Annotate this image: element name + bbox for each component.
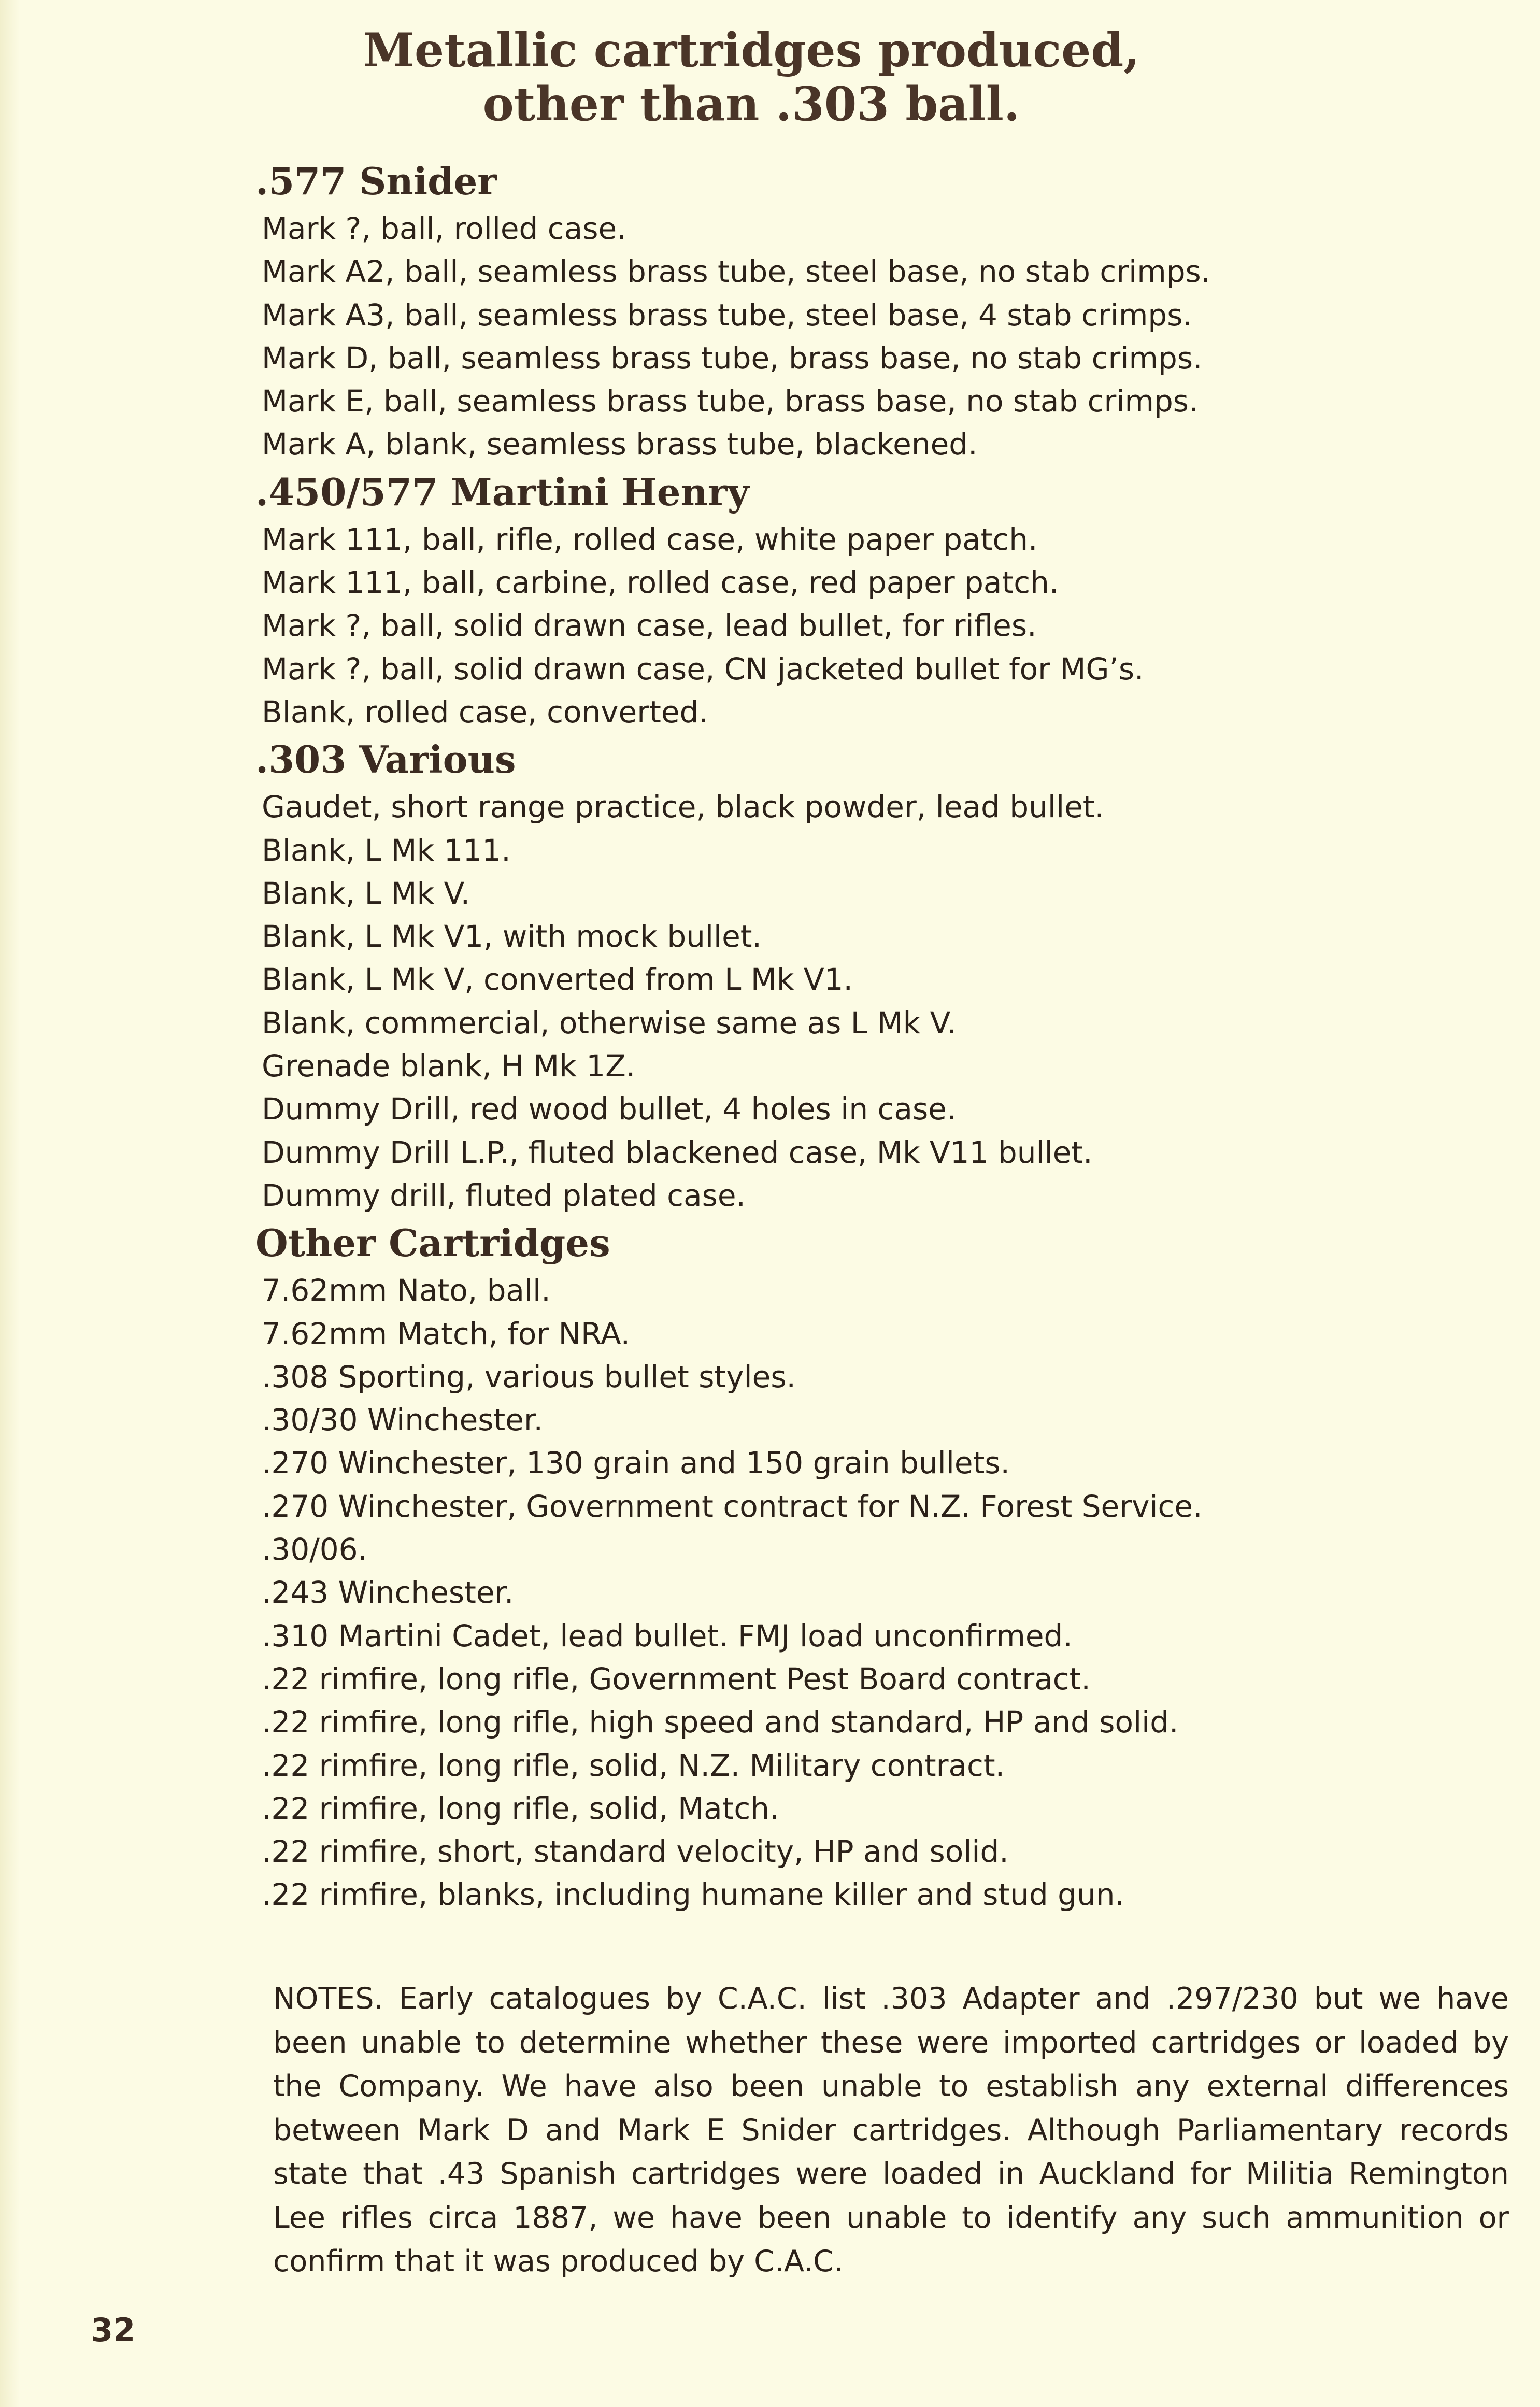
list-item: Mark A3, ball, seamless brass tube, steel base, 4 stab crimps. <box>262 297 1192 333</box>
list-item: .270 Winchester, Government contract for N.Z. Forest Service. <box>262 1488 1203 1524</box>
list-item: .30/30 Winchester. <box>262 1402 543 1438</box>
list-item: Blank, L Mk V, converted from L Mk V1. <box>262 962 853 998</box>
list-item: Blank, commercial, otherwise same as L Mk V. <box>262 1005 957 1041</box>
list-item: Mark A2, ball, seamless brass tube, steel base, no stab crimps. <box>262 254 1211 290</box>
page-title <box>259 23 1244 131</box>
section-heading: .450/577 Martini Henry <box>255 469 749 514</box>
section-heading: .303 Various <box>255 737 516 782</box>
list-item: .22 rimfire, blanks, including humane killer and stud gun. <box>262 1877 1124 1913</box>
page-edge-shadow <box>0 0 20 2407</box>
list-item: Dummy drill, fluted plated case. <box>262 1177 746 1213</box>
list-item: .310 Martini Cadet, lead bullet. FMJ load unconfirmed. <box>262 1618 1073 1654</box>
list-item: Mark A, blank, seamless brass tube, blackened. <box>262 426 978 462</box>
list-item: .22 rimfire, short, standard velocity, HP and solid. <box>262 1834 1009 1870</box>
section-heading: .577 Snider <box>255 159 497 203</box>
list-item: Dummy Drill L.P., fluted blackened case, Mk V11 bullet. <box>262 1134 1093 1170</box>
list-item: Mark D, ball, seamless brass tube, brass base, no stab crimps. <box>262 340 1203 376</box>
list-item: Dummy Drill, red wood bullet, 4 holes in case. <box>262 1091 957 1127</box>
section-heading: Other Cartridges <box>255 1221 610 1265</box>
list-item: Grenade blank, H Mk 1Z. <box>262 1048 636 1084</box>
list-item: Blank, L Mk V. <box>262 875 470 911</box>
list-item: Blank, L Mk 111. <box>262 832 511 868</box>
section-577-snider <box>255 155 1402 466</box>
section-other-cartridges <box>255 1217 1402 1916</box>
page-number: 32 <box>91 2311 136 2349</box>
notes-paragraph: NOTES. Early catalogues by C.A.C. list .303 Adapter and .297/230 but we have been unable to determine whether these were imported cartridges or loaded by the Company. We have also been unable to establish any external differences between Mark D and Mark E Snider cartridges. Although Parliamentary records state that .43 Spanish cartridges were loaded in Auckland for Militia Remington Lee rifles circa 1887, we have been unable to identify any such ammunition or confirm that it was produced by C.A.C. <box>273 1982 1509 2278</box>
section-450-577-martini-henry <box>255 466 1402 734</box>
list-item: .22 rimfire, long rifle, solid, Match. <box>262 1790 779 1826</box>
list-item: Blank, rolled case, converted. <box>262 694 708 730</box>
list-item: 7.62mm Nato, ball. <box>262 1273 551 1308</box>
list-item: Mark 111, ball, carbine, rolled case, red paper patch. <box>262 565 1059 601</box>
cartridge-list <box>255 155 1402 1917</box>
list-item: .243 Winchester. <box>262 1575 514 1611</box>
list-item: .22 rimfire, long rifle, Government Pest Board contract. <box>262 1661 1091 1697</box>
list-item: .308 Sporting, various bullet styles. <box>262 1359 796 1394</box>
list-item: Mark E, ball, seamless brass tube, brass base, no stab crimps. <box>262 383 1199 419</box>
list-item: .22 rimfire, long rifle, high speed and standard, HP and solid. <box>262 1704 1179 1740</box>
list-item: Gaudet, short range practice, black powder, lead bullet. <box>262 789 1104 825</box>
list-item: .30/06. <box>262 1532 368 1568</box>
list-item: Mark 111, ball, rifle, rolled case, white paper patch. <box>262 521 1038 557</box>
section-303-various <box>255 734 1402 1217</box>
list-item: Mark ?, ball, solid drawn case, lead bullet, for rifles. <box>262 608 1037 644</box>
page-title-line-1: Metallic cartridges produced, <box>363 23 1140 78</box>
list-item: 7.62mm Match, for NRA. <box>262 1316 631 1351</box>
list-item: Mark ?, ball, solid drawn case, CN jacketed bullet for MG’s. <box>262 651 1144 687</box>
list-item: Mark ?, ball, rolled case. <box>262 211 626 246</box>
list-item: .22 rimfire, long rifle, solid, N.Z. Military contract. <box>262 1747 1005 1783</box>
list-item: .270 Winchester, 130 grain and 150 grain bullets. <box>262 1445 1010 1481</box>
page-title-line-2: other than .303 ball. <box>482 77 1020 132</box>
list-item: Blank, L Mk V1, with mock bullet. <box>262 919 762 955</box>
